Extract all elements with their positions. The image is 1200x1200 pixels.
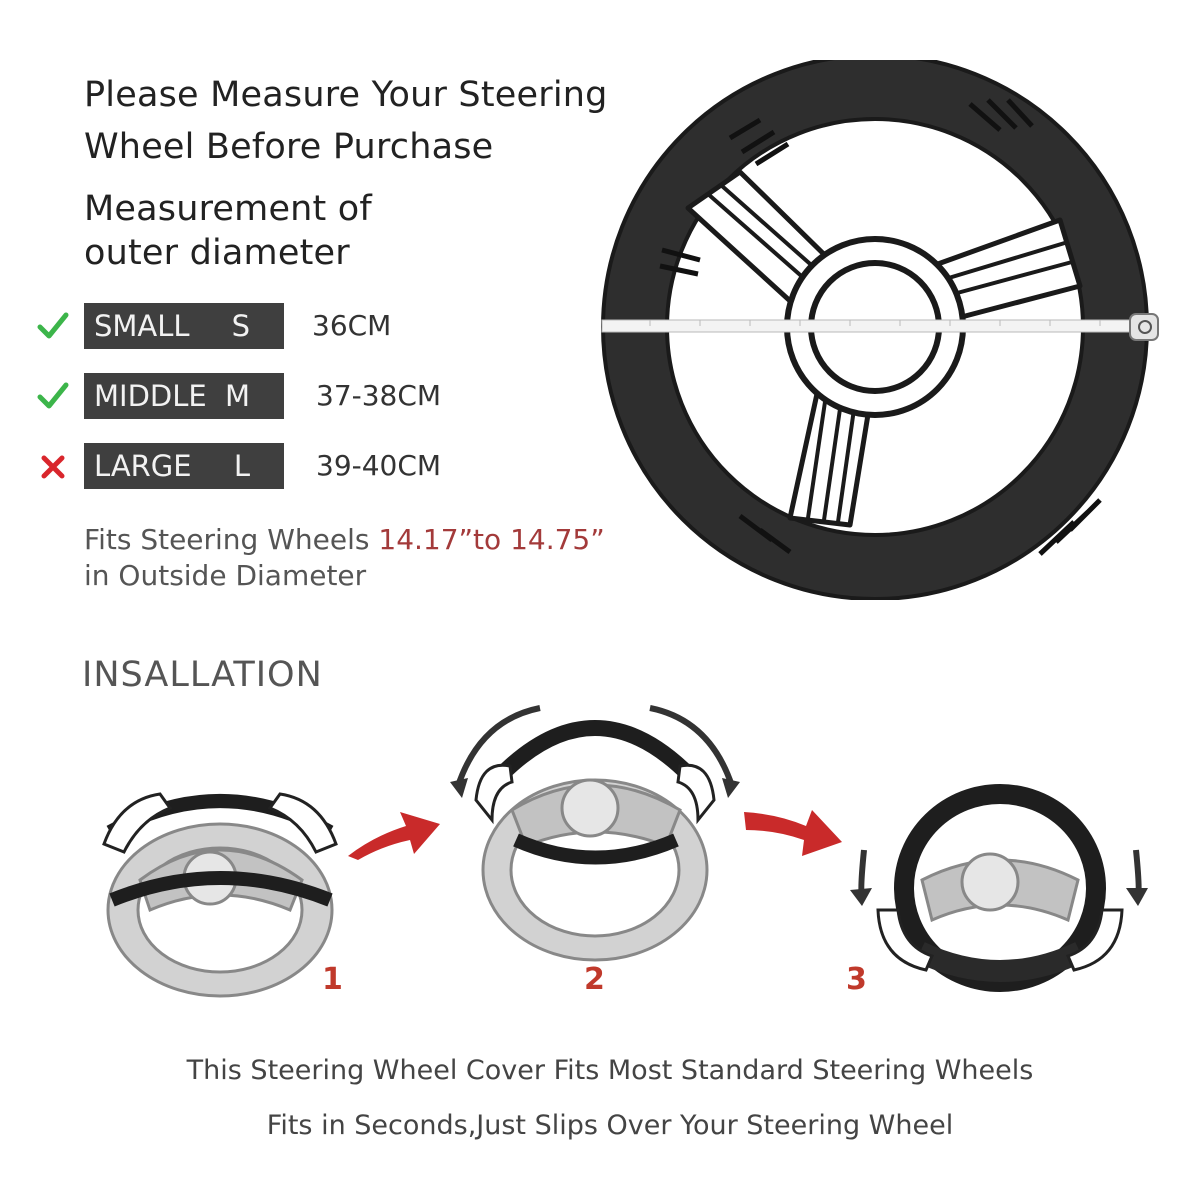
size-value-large: 39-40CM [316, 449, 442, 482]
size-row-middle [36, 373, 456, 421]
title-line-2: Wheel Before Purchase [84, 127, 494, 167]
size-name: MIDDLE [94, 379, 207, 413]
step-number-2: 2 [584, 962, 605, 997]
size-label-small [84, 303, 284, 349]
check-icon [36, 379, 70, 413]
size-label-large [84, 443, 284, 489]
subtitle-line-2: outer diameter [84, 233, 350, 273]
installation-title: INSALLATION [82, 655, 323, 695]
subtitle-line-1: Measurement of [84, 189, 372, 229]
step-number-1: 1 [322, 962, 343, 997]
step-3-illustration [840, 770, 1160, 1000]
size-value-middle: 37-38CM [316, 379, 442, 412]
fit-note-highlight: 14.17”to 14.75” [378, 523, 605, 556]
size-value-small: 36CM [312, 309, 392, 342]
fit-note-prefix: Fits Steering Wheels [84, 523, 379, 556]
size-code: S [231, 309, 250, 343]
step-number-3: 3 [846, 962, 867, 997]
size-name: SMALL [94, 309, 190, 343]
size-code: M [224, 379, 250, 413]
footer-line-1: This Steering Wheel Cover Fits Most Standard Steering Wheels [186, 1055, 1034, 1086]
size-label-middle [84, 373, 284, 419]
steering-wheel-diagram [590, 60, 1180, 600]
red-arrow-icon [742, 800, 846, 866]
step-2-illustration [440, 690, 750, 990]
red-arrow-icon [344, 790, 444, 860]
size-code: L [233, 449, 250, 483]
fit-note-line-2: in Outside Diameter [84, 559, 367, 592]
step-1-illustration [90, 760, 360, 1000]
size-row-large [36, 443, 456, 491]
size-name: LARGE [94, 449, 192, 483]
footer-line-2: Fits in Seconds,Just Slips Over Your Steering Wheel [266, 1110, 954, 1141]
title-line-1: Please Measure Your Steering [84, 75, 608, 115]
size-row-small [36, 303, 456, 351]
fit-note-line-1 [84, 522, 605, 558]
cross-icon [36, 449, 70, 483]
check-icon [36, 309, 70, 343]
